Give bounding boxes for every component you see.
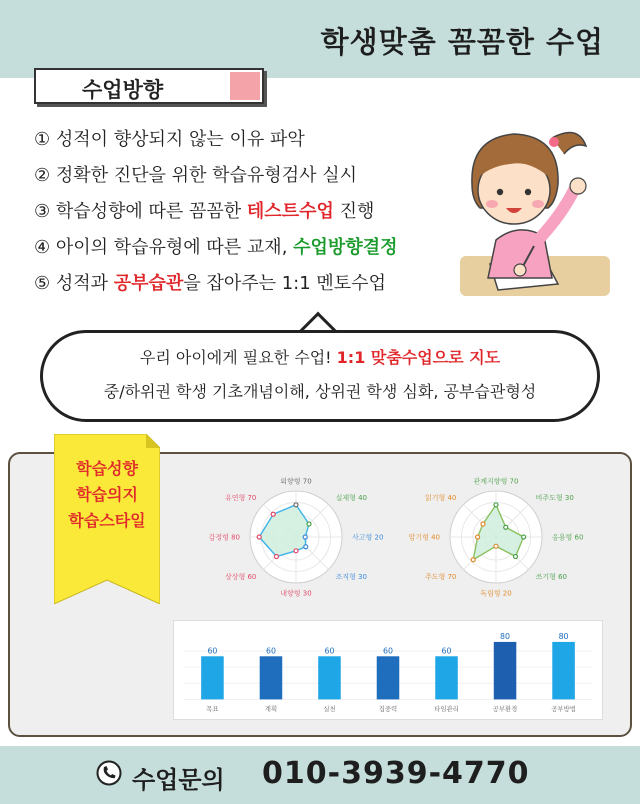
step-highlight: 테스트수업: [246, 201, 334, 222]
step-text-after: 진행: [333, 201, 375, 222]
bar-value-label: 60: [265, 646, 276, 656]
bar-value-label: 60: [207, 646, 218, 656]
radar-axis-label: 읽기형 40: [424, 493, 457, 502]
bar-value-label: 80: [558, 631, 569, 641]
radar-point: [304, 545, 308, 549]
radar-axis-label: 상상형 60: [224, 573, 257, 582]
radar-point: [274, 555, 278, 559]
radar-point: [257, 535, 261, 539]
radar-point: [494, 503, 498, 507]
radar-point: [294, 549, 298, 553]
radar-axis-label: 쓰기형 60: [535, 573, 568, 582]
radar-axis-label: 암기형 40: [408, 533, 440, 542]
learning-type-radar-chart: [396, 470, 596, 605]
step-number: ⑤: [34, 273, 51, 294]
radar-axis-label: 조직형 30: [335, 573, 368, 582]
radar-axis-label: 비주도형 30: [535, 493, 574, 502]
bubble-line-1: [43, 345, 597, 368]
learning-style-radar-chart: [196, 470, 396, 605]
ribbon-line: 학습의지: [76, 485, 138, 504]
step-text: 학습성향에 따른 꼼꼼한: [55, 201, 247, 222]
step-text: 아이의 학습유형에 따른 교재,: [55, 237, 294, 258]
bar-value-label: 80: [500, 631, 511, 641]
step-highlight: 수업방향결정: [293, 237, 398, 258]
step-item: [34, 122, 474, 158]
step-item: [34, 230, 474, 266]
ribbon-line: 학습성향: [76, 459, 138, 478]
steps-list: [34, 122, 474, 302]
radar-axis-label: 내향형 30: [280, 589, 312, 598]
radar-point: [514, 555, 518, 559]
bar-category-label: 목표: [206, 705, 219, 714]
radar-axis-label: 사고형 20: [352, 533, 384, 542]
radar-point: [504, 525, 508, 529]
ribbon-text: [54, 456, 160, 534]
step-item: [34, 158, 474, 194]
radar-point: [494, 544, 498, 548]
step-highlight: 공부습관: [113, 273, 184, 294]
radar-point: [303, 535, 307, 539]
bar-category-label: 실천: [323, 705, 336, 714]
bubble-highlight: 1:1 맞춤수업으로 지도: [336, 348, 501, 367]
radar-axis-label: 독립형 20: [480, 589, 512, 598]
radar-point: [476, 535, 480, 539]
radar-axis-label: 유연형 70: [224, 493, 257, 502]
bar-category-label: 계획: [264, 705, 278, 714]
radar-point: [471, 558, 475, 562]
bar-category-label: 집중력: [378, 705, 398, 714]
ribbon-line: 학습스타일: [68, 511, 146, 530]
bar: [377, 656, 400, 699]
contact-phone-number[interactable]: 010-3939-4770: [262, 756, 530, 791]
page-title: 학생맞춤 꼼꼼한 수업: [320, 25, 604, 59]
radar-axis-label: 감정형 80: [208, 533, 240, 542]
radar-axis-label: 외향형 70: [280, 477, 312, 486]
bar: [494, 642, 517, 699]
bar-category-label: 공부환경: [492, 705, 518, 714]
radar-axis-label: 응용형 60: [552, 533, 584, 542]
step-item: [34, 194, 474, 230]
section-label: 수업방향: [82, 78, 164, 102]
bubble-line-2: 중/하위권 학생 기초개념이해, 상위권 학생 심화, 공부습관형성: [103, 382, 537, 401]
radar-point: [294, 503, 298, 507]
bar-value-label: 60: [383, 646, 393, 656]
bar: [318, 656, 341, 699]
bar-category-label: 타임관리: [434, 705, 459, 714]
bar: [260, 656, 283, 699]
radar-point: [522, 535, 526, 539]
step-number: ②: [34, 165, 51, 186]
contact-label: 수업문의: [132, 766, 225, 794]
section-label-box: [34, 68, 264, 104]
speech-bubble: [40, 330, 600, 422]
bar: [552, 642, 575, 699]
step-text: 정확한 진단을 위한 학습유형검사 실시: [55, 165, 357, 186]
step-number: ④: [34, 237, 51, 258]
bar-category-label: 공부방법: [551, 705, 576, 714]
step-text-after: 을 잡아주는 1:1 멘토수업: [183, 273, 386, 294]
step-number: ①: [34, 129, 51, 150]
radar-point: [271, 512, 275, 516]
phone-icon: [96, 760, 122, 786]
bubble-text: 우리 아이에게 필요한 수업!: [139, 348, 337, 367]
radar-point: [481, 522, 485, 526]
step-text: 성적과: [55, 273, 114, 294]
girl-studying-illustration: [452, 118, 622, 298]
section-label-accent: [230, 72, 260, 100]
step-text: 성적이 향상되지 않는 이유 파악: [55, 129, 305, 150]
study-habit-bar-chart: [173, 620, 603, 720]
radar-point: [307, 522, 311, 526]
bar-value-label: 60: [441, 646, 452, 656]
radar-axis-label: 실제형 40: [335, 493, 368, 502]
bar-value-label: 60: [324, 646, 335, 656]
bar: [435, 656, 458, 699]
radar-axis-label: 주도형 70: [424, 573, 457, 582]
bar: [201, 656, 224, 699]
step-item: [34, 266, 474, 302]
radar-axis-label: 관계지향형 70: [473, 477, 519, 486]
step-number: ③: [34, 201, 51, 222]
